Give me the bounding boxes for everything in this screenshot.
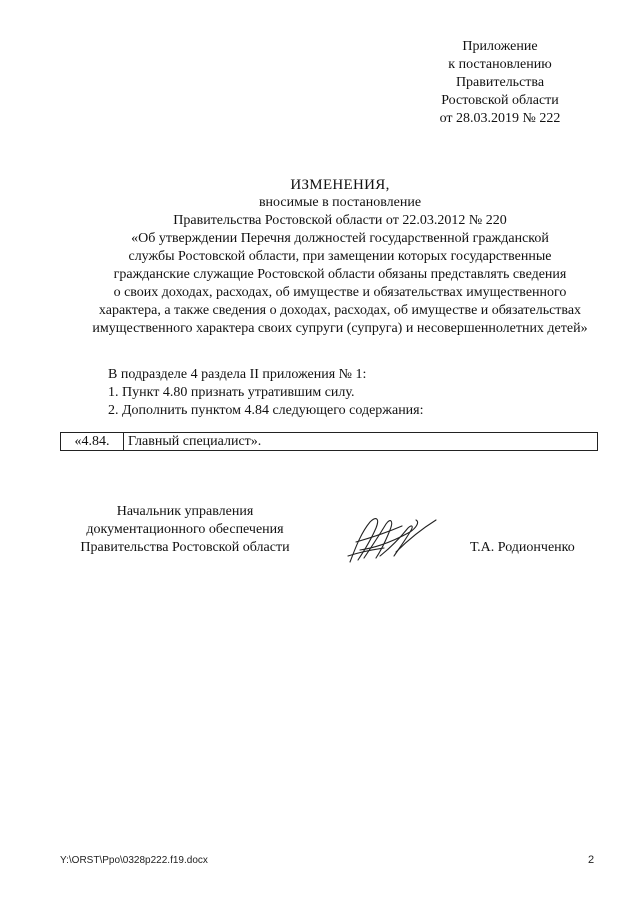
amendment-table	[60, 432, 598, 451]
page-number: 2	[588, 854, 595, 866]
title-heading: ИЗМЕНЕНИЯ,	[290, 177, 390, 193]
item-text-cell: Главный специалист».	[124, 433, 598, 451]
appendix-line: Ростовской области	[441, 93, 559, 108]
title-line: вносимые в постановление	[258, 195, 422, 210]
appendix-line: Приложение	[462, 39, 538, 54]
appendix-date-line: от 28.03.2019 № 222	[439, 111, 561, 126]
signer-position-line: Правительства Ростовской области	[80, 540, 290, 555]
appendix-header	[400, 38, 600, 128]
signer-position-line: Начальник управления	[116, 504, 254, 519]
document-title	[40, 176, 640, 338]
handwritten-signature	[340, 512, 450, 567]
footer-file-path: Y:\ORST\Ppo\0328p222.f19.docx	[60, 855, 208, 866]
title-line: гражданские служащие Ростовской области обязаны представлять сведения	[113, 267, 567, 282]
title-line: характера, а также сведения о доходах, расходах, об имуществе и обязательствах	[98, 303, 582, 318]
body-line: В подразделе 4 раздела II приложения № 1:	[108, 367, 367, 382]
item-number-cell: «4.84.	[61, 433, 124, 451]
table-row	[61, 433, 598, 451]
signer-name: Т.А. Родионченко	[470, 540, 575, 555]
body-line: 1. Пункт 4.80 признать утратившим силу.	[108, 385, 355, 400]
title-line: «Об утверждении Перечня должностей государственной гражданской	[131, 231, 549, 246]
title-line: Правительства Ростовской области от 22.03.2012 № 220	[173, 213, 507, 228]
title-line: о своих доходах, расходах, об имуществе и обязательствах имущественного	[113, 285, 567, 300]
title-line: имущественного характера своих супруги (супруга) и несовершеннолетних детей»	[92, 321, 588, 336]
body-line: 2. Дополнить пунктом 4.84 следующего содержания:	[108, 403, 424, 418]
signer-position	[60, 503, 310, 557]
body-text	[108, 366, 424, 420]
appendix-line: Правительства	[455, 75, 545, 90]
signer-position-line: документационного обеспечения	[86, 522, 284, 537]
appendix-line: к постановлению	[448, 57, 552, 72]
title-line: службы Ростовской области, при замещении которых государственные	[128, 249, 552, 264]
